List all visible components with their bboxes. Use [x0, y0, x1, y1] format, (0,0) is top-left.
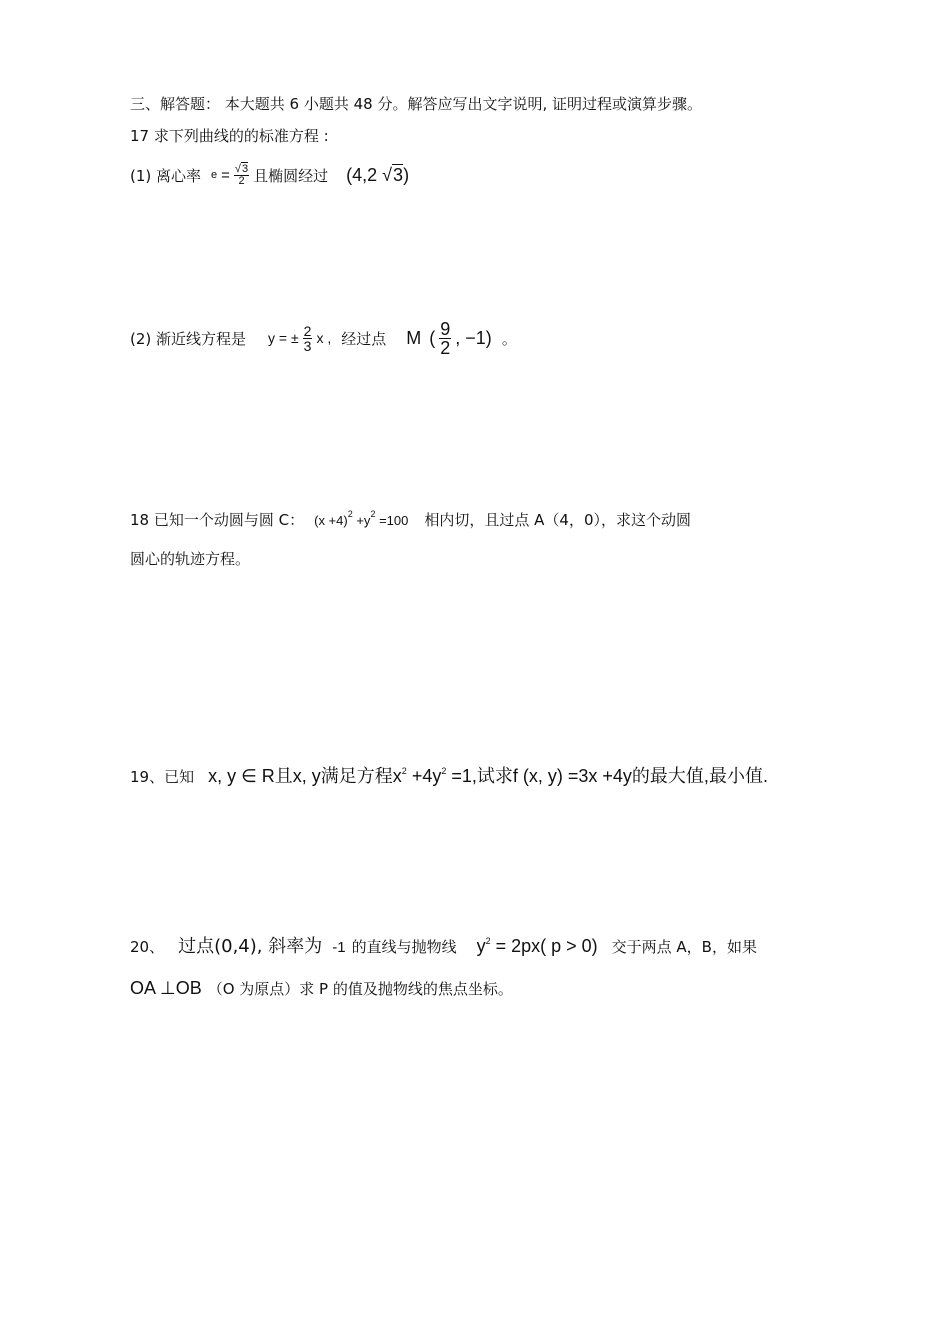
q20-line2-math: OA ⊥OB: [130, 978, 202, 998]
q17-p2-rhs: x ,: [316, 330, 332, 346]
section-header: 三、解答题： 本大题共 6 小题共 48 分。解答应写出文字说明, 证明过程或演算步骤。: [130, 95, 703, 113]
q20-line2: [130, 978, 513, 999]
q18-exp1: 2: [347, 509, 353, 519]
q17-p1-eq: =: [221, 166, 230, 184]
q18-eq: [314, 509, 408, 528]
q17-p2-label: (2) 渐近线方程是: [130, 329, 247, 348]
q17-p1-sqrt-num: 3: [241, 162, 249, 175]
q17-p2-lhs: y = ±: [268, 330, 299, 346]
q19-part1: x, y ∈ R且x, y满足方程x: [208, 766, 402, 786]
q20-exp: 2: [485, 936, 491, 946]
q20-eq-rest: = 2px( p > 0): [490, 936, 598, 956]
q18-exp2: 2: [370, 509, 376, 519]
q18-eq-part2: +y: [356, 513, 371, 528]
q18-eq-part1: (x +4): [314, 513, 348, 528]
q17-p1-point: [346, 165, 409, 186]
q17-p2-pend: , −1): [455, 327, 492, 348]
q19-part2: +4y: [411, 766, 442, 786]
q17-title: 17 求下列曲线的的标准方程 :: [130, 127, 329, 145]
q17-p2-text: 经过点: [341, 329, 387, 348]
q17-p1-text: 且椭圆经过: [253, 166, 329, 185]
q17-p1-fraction: [234, 164, 249, 187]
q17-part1: [130, 157, 409, 193]
q18-line2: 圆心的轨迹方程。: [130, 550, 251, 568]
sqrt-symbol: √: [234, 162, 241, 175]
q20-slope: -1: [332, 939, 346, 956]
q17-p2-num: 2: [303, 322, 312, 339]
q17-p2-tail: 。: [501, 329, 517, 348]
q18-prefix: 18 已知一个动圆与圆 C：: [130, 511, 305, 529]
q17-p1-point-open: (4,2: [346, 164, 378, 185]
q19-line: [130, 762, 768, 788]
q17-p2-open: (: [429, 327, 436, 348]
q17-p2-pden: 2: [440, 337, 451, 358]
q20-line1: [130, 932, 757, 958]
sqrt-symbol: √: [382, 164, 393, 185]
q20-part1: 过点(0,4), 斜率为: [178, 936, 323, 957]
q20-part2: 的直线与抛物线: [351, 938, 457, 956]
q20-eq-y: y: [476, 936, 486, 956]
q19-exp2: 2: [441, 766, 447, 776]
q17-p2-pnum: 9: [440, 318, 451, 339]
q17-part2: [130, 312, 517, 364]
q20-line2-text: （O 为原点）求 P 的值及抛物线的焦点坐标。: [207, 980, 513, 998]
q17-p2-point-fraction: [439, 320, 451, 357]
q17-p1-point-close: ): [403, 164, 410, 185]
q18-line1: [130, 509, 691, 530]
q18-eq-part3: =100: [379, 513, 409, 528]
q19-math: [208, 762, 768, 788]
q20-prefix: 20、: [130, 938, 165, 956]
q17-p1-e: e: [211, 169, 218, 181]
q19-prefix: 19、已知: [130, 768, 195, 786]
q17-p1-den: 2: [238, 174, 245, 187]
q17-p1-label: (1) 离心率: [130, 166, 202, 185]
q19-exp1: 2: [401, 766, 407, 776]
q20-parabola-eq: [477, 936, 598, 957]
q17-p2-fraction: [303, 324, 313, 353]
q17-p2-point-name: M: [406, 327, 422, 348]
q18-suffix: 相内切，且过点 A（4，0），求这个动圆: [424, 511, 691, 529]
q20-part3: 交于两点 A，B，如果: [611, 938, 757, 956]
q17-p2-den: 3: [303, 337, 312, 354]
q17-p1-point-sqrt: 3: [393, 164, 404, 185]
q19-part3: =1,试求f (x, y) =3x +4y的最大值,最小值.: [451, 766, 768, 786]
